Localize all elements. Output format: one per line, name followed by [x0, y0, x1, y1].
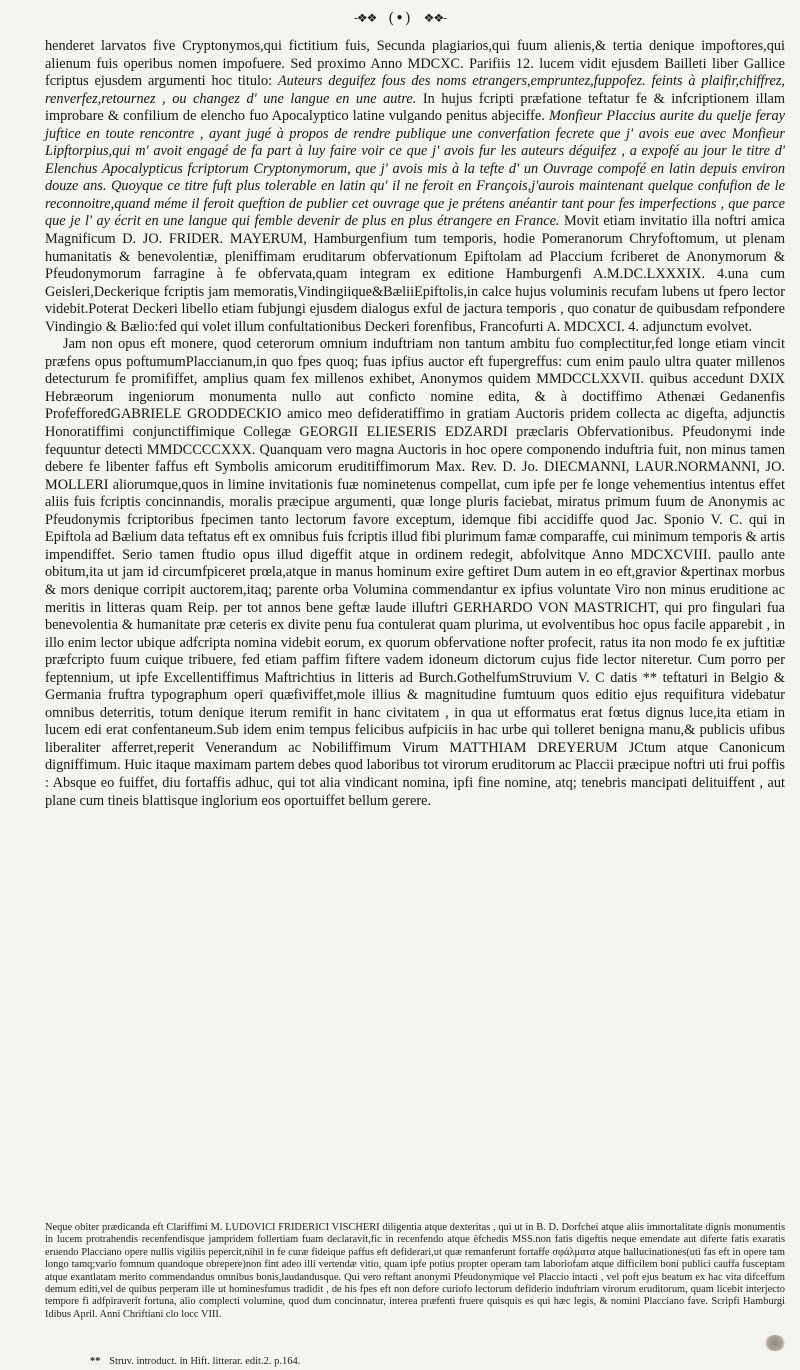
- text-run: Movit etiam invitatio illa noftri amica Magnificum D. JO. FRIDER. MAYERUM, Hamburgenfium tum temporis, hodie Pomeranorum Chryfoftomum, ut plenam humanitatis & benevolentiæ, pleniffimam eruditarum obfervationum Epiftolam ad Placcium fcriberet de Anonymorum & Pfeudonymorum farragine à fe obfervata,quam integram ex editione Hamburgenfi A.M.DC.LXXXIX. 4.una cum Geisleri,Deckerique fcriptis jam memoratis,Vindingiique&BæliiEpiftolis,in calce hujus voluminis recufam lubens ut fpero lector videbit.Poterat Deckeri libello etiam fubjungi ejusdem dialogus exful de jactura temporis , quo conatur de quibusdam refpondere Vindingio & Bælio:fed qui volet illum confultationibus Deckeri forenfibus, Francofurti A. MDCXCI. 4. adjunctum evolvet.: [45, 213, 785, 335]
- text-run: In hujus fcripti præfatione teftatur fe & infcriptionem illam improbare & confilium de elencho fuo Apocalyptico latine vulgando penitus abjeciffe.: [45, 90, 786, 125]
- paragraph: Jam non opus eft monere, quod ceterorum omnium induftriam non tantum ambitu fuo complectitur,fed longe etiam vincit præfens opus poftumumPlaccianum,in quo fpes quoq; fuas ipfius auctor eft fupergreffus: cum enim paulo ultra quater millenos detecturum fe promififfet, amplius quam fex millenos exhibet, Anonymos quidem MMDCCLXXVII. quibus accedunt DXIX Hebræorum ingeniorum monumenta nullo aut confictо nomine edita, & à doctiffimo Athenæi Gedanenfis ProfeffoređGABRIELE GRODDECKIO amico meo defideratiffimo in gratiam Auctoris pridem collecta ac digefta, adjunctis Honoratiffimi conjunctiffimique Collegæ GEORGII ELIESERIS EDZARDI præclaris Obfervationibus. Pfeudonymi inde fequuntur detecti MMDCCCCXXX. Quanquam vero magna Auctoris in hoc opere componendo induftria fuit, non minus tamen debere fe libenter faffus eft Symbolis amicorum eruditiffimorum Max. Rev. D. Jo. DIECMANNI, LAUR.NORMANNI, JO. MOLLERI aliorumque,quos in limine invitationis fuæ nominetenus compellat, cum ipfe per fe longe vehementius intentus effet aliis fuis fcriptis concinnandis, moralis præcipue argumenti, quæ longe pluris faciebat, miratus primum fuum de Anonymis ac Pfeudonymis fcriptoribus fpecimen tanto lectorum favore exceptum, idemque fibi accidiffe quod Jac. Sponio V. C. qui in Epiftola ad Bælium data teftatus eft ex omnibus fuis fcriptis illud fibi plurimum famæ comparaffe, cui minimum temporis & artis impendiffet. Serio tamen ftudio opus illud digeffit atque in ordinem redegit, abfolvitque Anno MDCXCVIII. paullo ante obitum,ita ut jam id circumfpiceret prœla,atque in manus hominum exire geftiret Dum autem in eo eft,gravior &pertinax morbus & mors denique corripit auctorem,itaq; parente orba Volumina commendantur ex ipfius voluntate Viro non minus eruditione ac meritis in litteras quam Reip. per tot annos bene geftæ laude illuftri GERHARDO VON MASTRICHT, qui pro fingulari fua benevolentia & humanitate præ ceteris ex divite penu fua contulerat quam plurima, ut evolventibus hoc opus facile apparebit , in illo enim lector ubique adfcripta nomina videbit eorum, ex quorum obfervatione nofter profecit, ratus ita non modo fe ex juftitiæ præfcripto fuum cuique tribuere, fed etiam paffim fiftere vadem idoneum dictorum cujus fide lector niteretur. Cum porro per feptennium, ut ipfe Excellentiffimus Maftrichtius in litteris ad Burch.GothelfumStruvium V. C datis ** teftaturi in Belgio & Germania fruftra typographum operi quæfiviffet,mole illius & magnitudine fumtuum quos editio ejus requifitura videbatur omnibus deterritis, totum denique iterum remifit in hanc civitatem , in qua ut efformatus erat fœtus dignus luce,ita etiam in lucem edi erat confentaneum.Sub idem enim tempus felicibus aufpiciis in hac urbe qui tolleret benigna manu,& publicis ufibus liberaliter afferret,reperit Venerandum ac Nobiliffimum Virum MATTHIAM DREYERUM JCtum atque Canonicum digniffimum. Huic itaque maximam partem debes quod laboribus tot virorum eruditorum ac Placcii præcipue noftri uti frui poffis : Absque eo fuiffet, diu fortaffis adhuc, qui tot alia vindicant nomina, ipfi fine nomine, atq; tenebris mancipati delituiffent , aut plane cum tineis blattisque inglorium eos oportuiffet bellum gerere.: [45, 336, 785, 809]
- main-text: [45, 38, 785, 810]
- page-header: [0, 9, 800, 27]
- notes-paragraph: Neque obiter prædicanda eft Clariffimi M. LUDOVICI FRIDERICI VISCHERI diligentia atque dexteritas , qui ut in B. D. Dorfchei atque aliis immortalitate dignis monumentis in lucem protrahendis recenfendisque jampridem follertiam fuam declaravit,fic in recenfendo atque ëfchedis MSS.non fatis digeftis neque emendate aut diferte fatis exaratis eruendo Placciano opere nullis vigiliis pepercit,nihil in fe curæ fideique paffus eft defiderari,ut quæ remanferunt fortaffe σφάλματα atque hallucinationes(uti fas eft in opere tam longo tamq;vario fomnum quandoque obrepere)non fint adeo illi vertendæ vitio, quam ipfe potius propter operam tam laboriofam atque difficilem boni publici cauffa fusceptam atque exantlatam merito commendandus omnibus bonis,laudandusque. Qui vero reftant anonymi Pfeudonymique vel Placcio intacti , vel poft ejus beatum ex hac vita difceffum demum editi,vel de quibus perperam ille ut hominesfumus tradidit , de his fpes eft non defore curiofo lectorum defiderio induftriam virorum eruditorum, quam licebit interjecto tempore fi adfpiraverit fortuna, alio complecti volumine, quod dum concinnatur, interea præfenti fruere quisquis es qui hæc legis, & nomini Placciano fave. Scripfi Hamburgi Idibus April. Anni Chriftiani clo locc VIII.: [45, 1222, 785, 1320]
- ornament-right: ❖❖-: [423, 11, 447, 25]
- footnote-text: Struv. introduct. in Hift. litterar. edit.2. p.164.: [109, 1356, 301, 1367]
- ink-blot: [764, 1335, 786, 1351]
- page-folio: (•): [388, 9, 412, 27]
- text-run: henderet larvatos five Cryptonymos,qui fictitium fuis, Secunda plagiarios,qui fuum alienis,& tertia denique impoftores,qui alienum fuis operibus nomen impofuere. Sed proximo Anno MDCXC. Parifiis 12. lucem vidit ejusdem Bailleti liber Gallice fcriptus ejusdem argumenti hoc titulo:: [45, 38, 785, 90]
- quoted-passage: Monfieur Placcius aurite du quelje feray juftice en toute rencontre , ayant jugé à propos de rendre publique une converfation fecrete que j' avois eue avec Monfieur Lipftorpius,qui m' avoit engagé de fa part à luy faire voir ce que j' avois fur les auteurs déguifez , a expofé au jour le titre d' Elenchus Apocalypticus fcriptorum Cryptonymorum, que j' avois mis à la tefte d' un Ouvrage compofé en latin depuis environ douze ans. Quoyque ce titre fuft plus tolerable en latin qu' il ne feroit en François,j'aurois maintenant quelque confufion de le reconnoitre,quand méme il feroit queftion de publier cet ouvrage que je prétens anéantir tant pour fes imperfections , que parce que je l' ay écrit en une langue qui femble devenir de plus en plus étrangere en France.: [45, 108, 785, 230]
- notes-block: [45, 1222, 785, 1321]
- quoted-title: Auteurs deguifez fous des noms etrangers,empruntez,fuppofez. feints à plaifir,chiffrez, renverfez,retournez , ou changez d' une langue en une autre.: [45, 73, 785, 107]
- paragraph: [45, 38, 785, 336]
- footnote: [90, 1356, 300, 1367]
- footnote-mark: **: [90, 1356, 101, 1367]
- ornament-left: -❖❖: [353, 11, 377, 25]
